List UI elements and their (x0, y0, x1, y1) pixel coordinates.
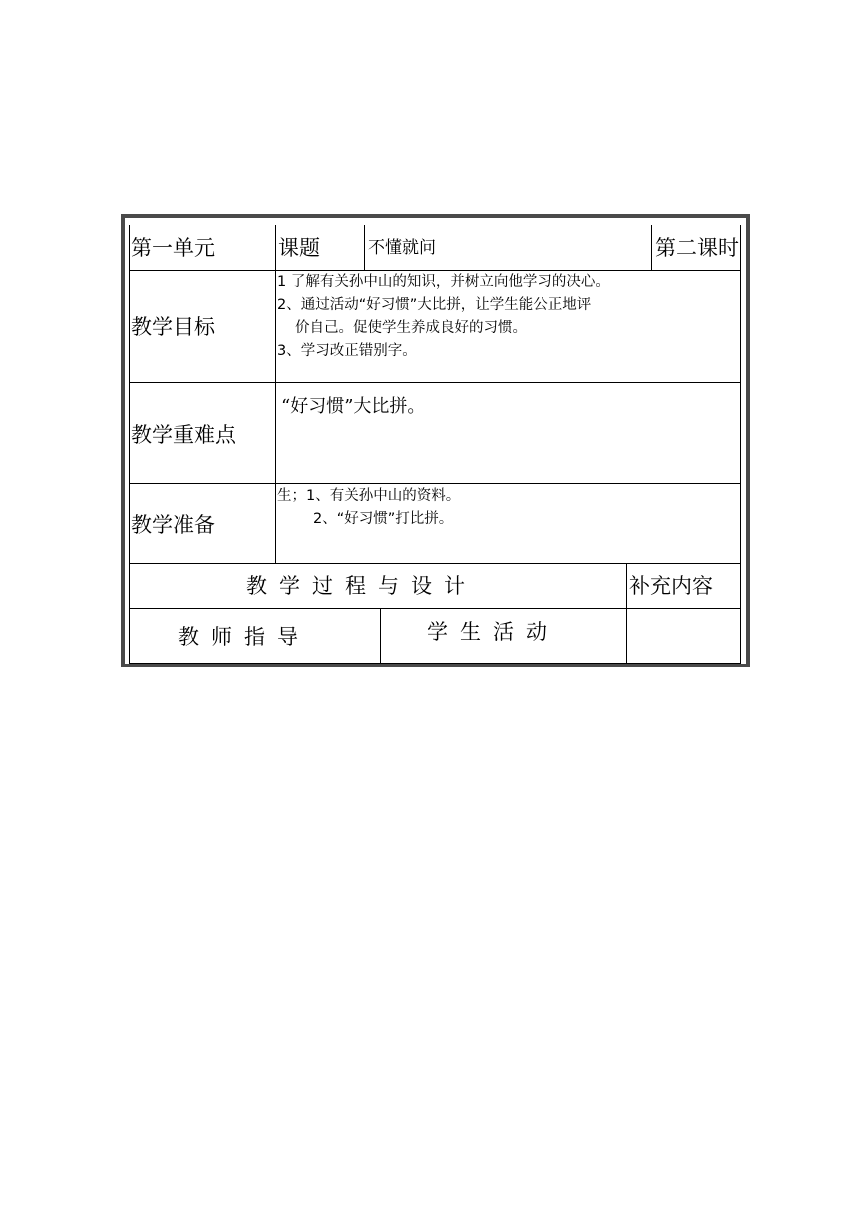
objective-line-2: 2、通过活动“好习惯”大比拼，让学生能公正地评 (277, 297, 592, 313)
col-divider-label (275, 225, 276, 564)
row-divider-objectives (129, 382, 741, 383)
objective-line-4: 3、学习改正错别字。 (277, 343, 417, 359)
col-divider-left-edge (129, 225, 130, 664)
col-divider-topic (364, 225, 365, 271)
student-activity-label: 学生活动 (427, 620, 559, 644)
period-label: 第二课时 (655, 236, 739, 260)
row-divider-preparation (129, 563, 741, 564)
keypoints-label: 教学重难点 (131, 423, 236, 447)
col-divider-supplement (626, 563, 627, 664)
objective-line-1: 1 了解有关孙中山的知识，并树立向他学习的决心。 (277, 274, 610, 290)
col-divider-right-edge (740, 225, 741, 664)
preparation-line-2: 2、“好习惯”打比拼。 (313, 511, 454, 527)
preparation-line-1: 生；1、有关孙中山的资料。 (277, 488, 461, 504)
unit-label: 第一单元 (131, 236, 215, 260)
supplement-label: 补充内容 (629, 574, 713, 598)
row-divider-header (129, 270, 741, 271)
col-divider-teacher-student (380, 608, 381, 664)
objective-line-3: 价自己。促使学生养成良好的习惯。 (295, 320, 527, 336)
topic-title: 不懂就问 (368, 238, 436, 258)
process-title: 教学过程与设计 (246, 574, 477, 598)
keypoints-text: “好习惯”大比拼。 (281, 396, 426, 417)
preparation-label: 教学准备 (131, 513, 215, 537)
teacher-guidance-label: 教师指导 (178, 625, 310, 649)
topic-label: 课题 (278, 236, 320, 260)
row-divider-process (129, 608, 741, 609)
row-divider-keypoints (129, 483, 741, 484)
objectives-label: 教学目标 (131, 315, 215, 339)
col-divider-period (651, 225, 652, 271)
row-divider-bottom (129, 663, 741, 664)
